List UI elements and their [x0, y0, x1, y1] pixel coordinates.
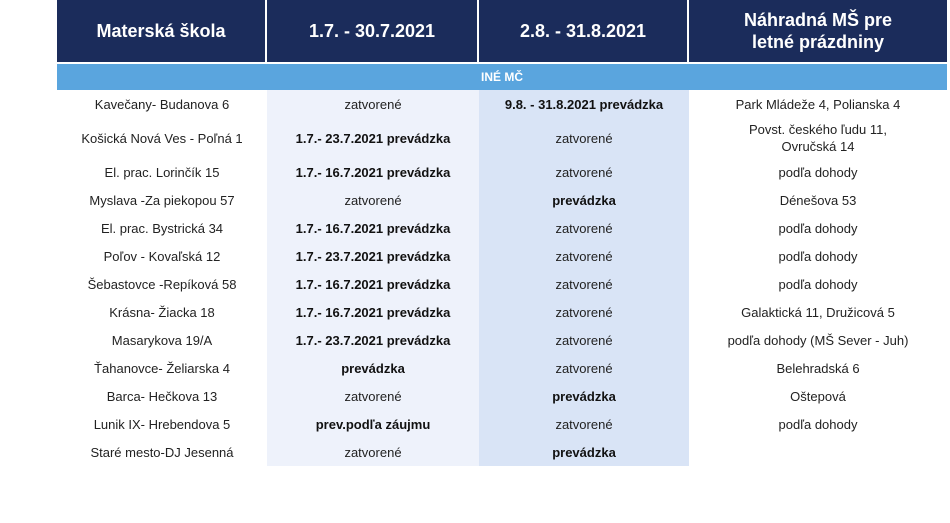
header-school-label: Materská škola [96, 21, 226, 41]
table-header [57, 0, 947, 62]
schedule-table [57, 0, 947, 466]
school-name-cell: Barca- Hečkova 13 [106, 388, 218, 404]
alternative-line1: podľa dohody (MŠ Sever - Juh) [727, 332, 909, 348]
school-name-cell: El. prac. Bystrická 34 [100, 220, 224, 236]
table-row [57, 186, 947, 214]
table-row [57, 158, 947, 186]
header-period2 [479, 0, 689, 62]
alternative-school-cell [689, 118, 947, 158]
school-name-cell: Ťahanovce- Želiarska 4 [94, 360, 230, 376]
table-row [57, 118, 947, 158]
period1-status-cell: zatvorené [344, 96, 402, 112]
period1-status-cell: 1.7.- 16.7.2021 prevádzka [295, 164, 451, 180]
alternative-school-cell [689, 90, 947, 118]
alternative-line1: podľa dohody [778, 248, 858, 264]
header-alt-line1: Náhradná MŠ pre [743, 10, 893, 30]
period2-status-cell: zatvorené [555, 164, 613, 180]
alternative-line1: podľa dohody [778, 164, 858, 180]
alternative-school-cell [689, 438, 947, 466]
table-row [57, 438, 947, 466]
period2-status-cell: zatvorené [555, 276, 613, 292]
school-name-cell: El. prac. Lorinčík 15 [104, 164, 220, 180]
period2-status-cell: prevádzka [552, 444, 616, 460]
alternative-school-cell [689, 158, 947, 186]
alternative-line1: Park Mládeže 4, Polianska 4 [735, 96, 901, 112]
school-name-cell: Lunik IX- Hrebendova 5 [93, 416, 231, 432]
school-name-cell: Staré mesto-DJ Jesenná [90, 444, 234, 460]
alternative-line2: Ovručská 14 [781, 139, 855, 154]
table-row [57, 214, 947, 242]
alternative-line1: podľa dohody [778, 220, 858, 236]
table-row [57, 270, 947, 298]
alternative-school-cell [689, 354, 947, 382]
header-period2-label: 2.8. - 31.8.2021 [519, 21, 647, 41]
header-alt-line2: letné prázdniny [751, 32, 884, 52]
table-body [57, 90, 947, 466]
table-row [57, 382, 947, 410]
table-row [57, 410, 947, 438]
period1-status-cell: zatvorené [344, 444, 402, 460]
alternative-line1: podľa dohody [778, 416, 858, 432]
period1-status-cell: prevádzka [341, 360, 405, 376]
alternative-school-cell [689, 270, 947, 298]
alternative-school-cell [689, 298, 947, 326]
section-label: INÉ MČ [481, 70, 523, 84]
alternative-school-cell [689, 382, 947, 410]
period1-status-cell: 1.7.- 16.7.2021 prevádzka [295, 304, 451, 320]
school-name-cell: Myslava -Za piekopou 57 [89, 192, 235, 208]
alternative-line1: Galaktická 11, Družicová 5 [741, 304, 895, 320]
school-name-cell: Šebastovce -Repíková 58 [87, 276, 237, 292]
school-name-cell: Kavečany- Budanova 6 [94, 96, 230, 112]
school-name-cell: Krásna- Žiacka 18 [109, 304, 215, 320]
header-period1-label: 1.7. - 30.7.2021 [308, 21, 436, 41]
period1-status-cell: 1.7.- 16.7.2021 prevádzka [295, 220, 451, 236]
section-header [57, 64, 947, 90]
alternative-line1: Oštepová [790, 388, 846, 404]
period2-status-cell: 9.8. - 31.8.2021 prevádzka [504, 96, 664, 112]
school-name-cell: Masarykova 19/A [111, 332, 213, 348]
period2-status-cell: zatvorené [555, 360, 613, 376]
period1-status-cell: 1.7.- 16.7.2021 prevádzka [295, 276, 451, 292]
table-row [57, 90, 947, 118]
header-school [57, 0, 267, 62]
header-period1 [267, 0, 479, 62]
period2-status-cell: zatvorené [555, 416, 613, 432]
alternative-school-cell [689, 326, 947, 354]
period2-status-cell: zatvorené [555, 220, 613, 236]
period2-status-cell: prevádzka [552, 388, 616, 404]
period1-status-cell: zatvorené [344, 388, 402, 404]
alternative-school-cell [689, 242, 947, 270]
period1-status-cell: 1.7.- 23.7.2021 prevádzka [295, 130, 451, 146]
alternative-school-cell [689, 186, 947, 214]
table-row [57, 326, 947, 354]
table-row [57, 298, 947, 326]
alternative-school-cell [689, 214, 947, 242]
alternative-line1: Povst. českého ľudu 11, [749, 122, 887, 137]
period2-status-cell: prevádzka [552, 192, 616, 208]
period1-status-cell: 1.7.- 23.7.2021 prevádzka [295, 248, 451, 264]
period1-status-cell: 1.7.- 23.7.2021 prevádzka [295, 332, 451, 348]
period2-status-cell: zatvorené [555, 332, 613, 348]
header-alternative [689, 0, 947, 62]
period2-status-cell: zatvorené [555, 304, 613, 320]
alternative-line1: Belehradská 6 [776, 360, 860, 376]
school-name-cell: Košická Nová Ves - Poľná 1 [81, 130, 243, 146]
school-name-cell: Poľov - Kovaľská 12 [103, 248, 221, 264]
period1-status-cell: prev.podľa záujmu [315, 416, 431, 432]
alternative-line1: Dénešova 53 [779, 192, 857, 208]
alternative-school-cell [689, 410, 947, 438]
period2-status-cell: zatvorené [555, 130, 613, 146]
period2-status-cell: zatvorené [555, 248, 613, 264]
table-row [57, 354, 947, 382]
period1-status-cell: zatvorené [344, 192, 402, 208]
alternative-line1: podľa dohody [778, 276, 858, 292]
table-row [57, 242, 947, 270]
